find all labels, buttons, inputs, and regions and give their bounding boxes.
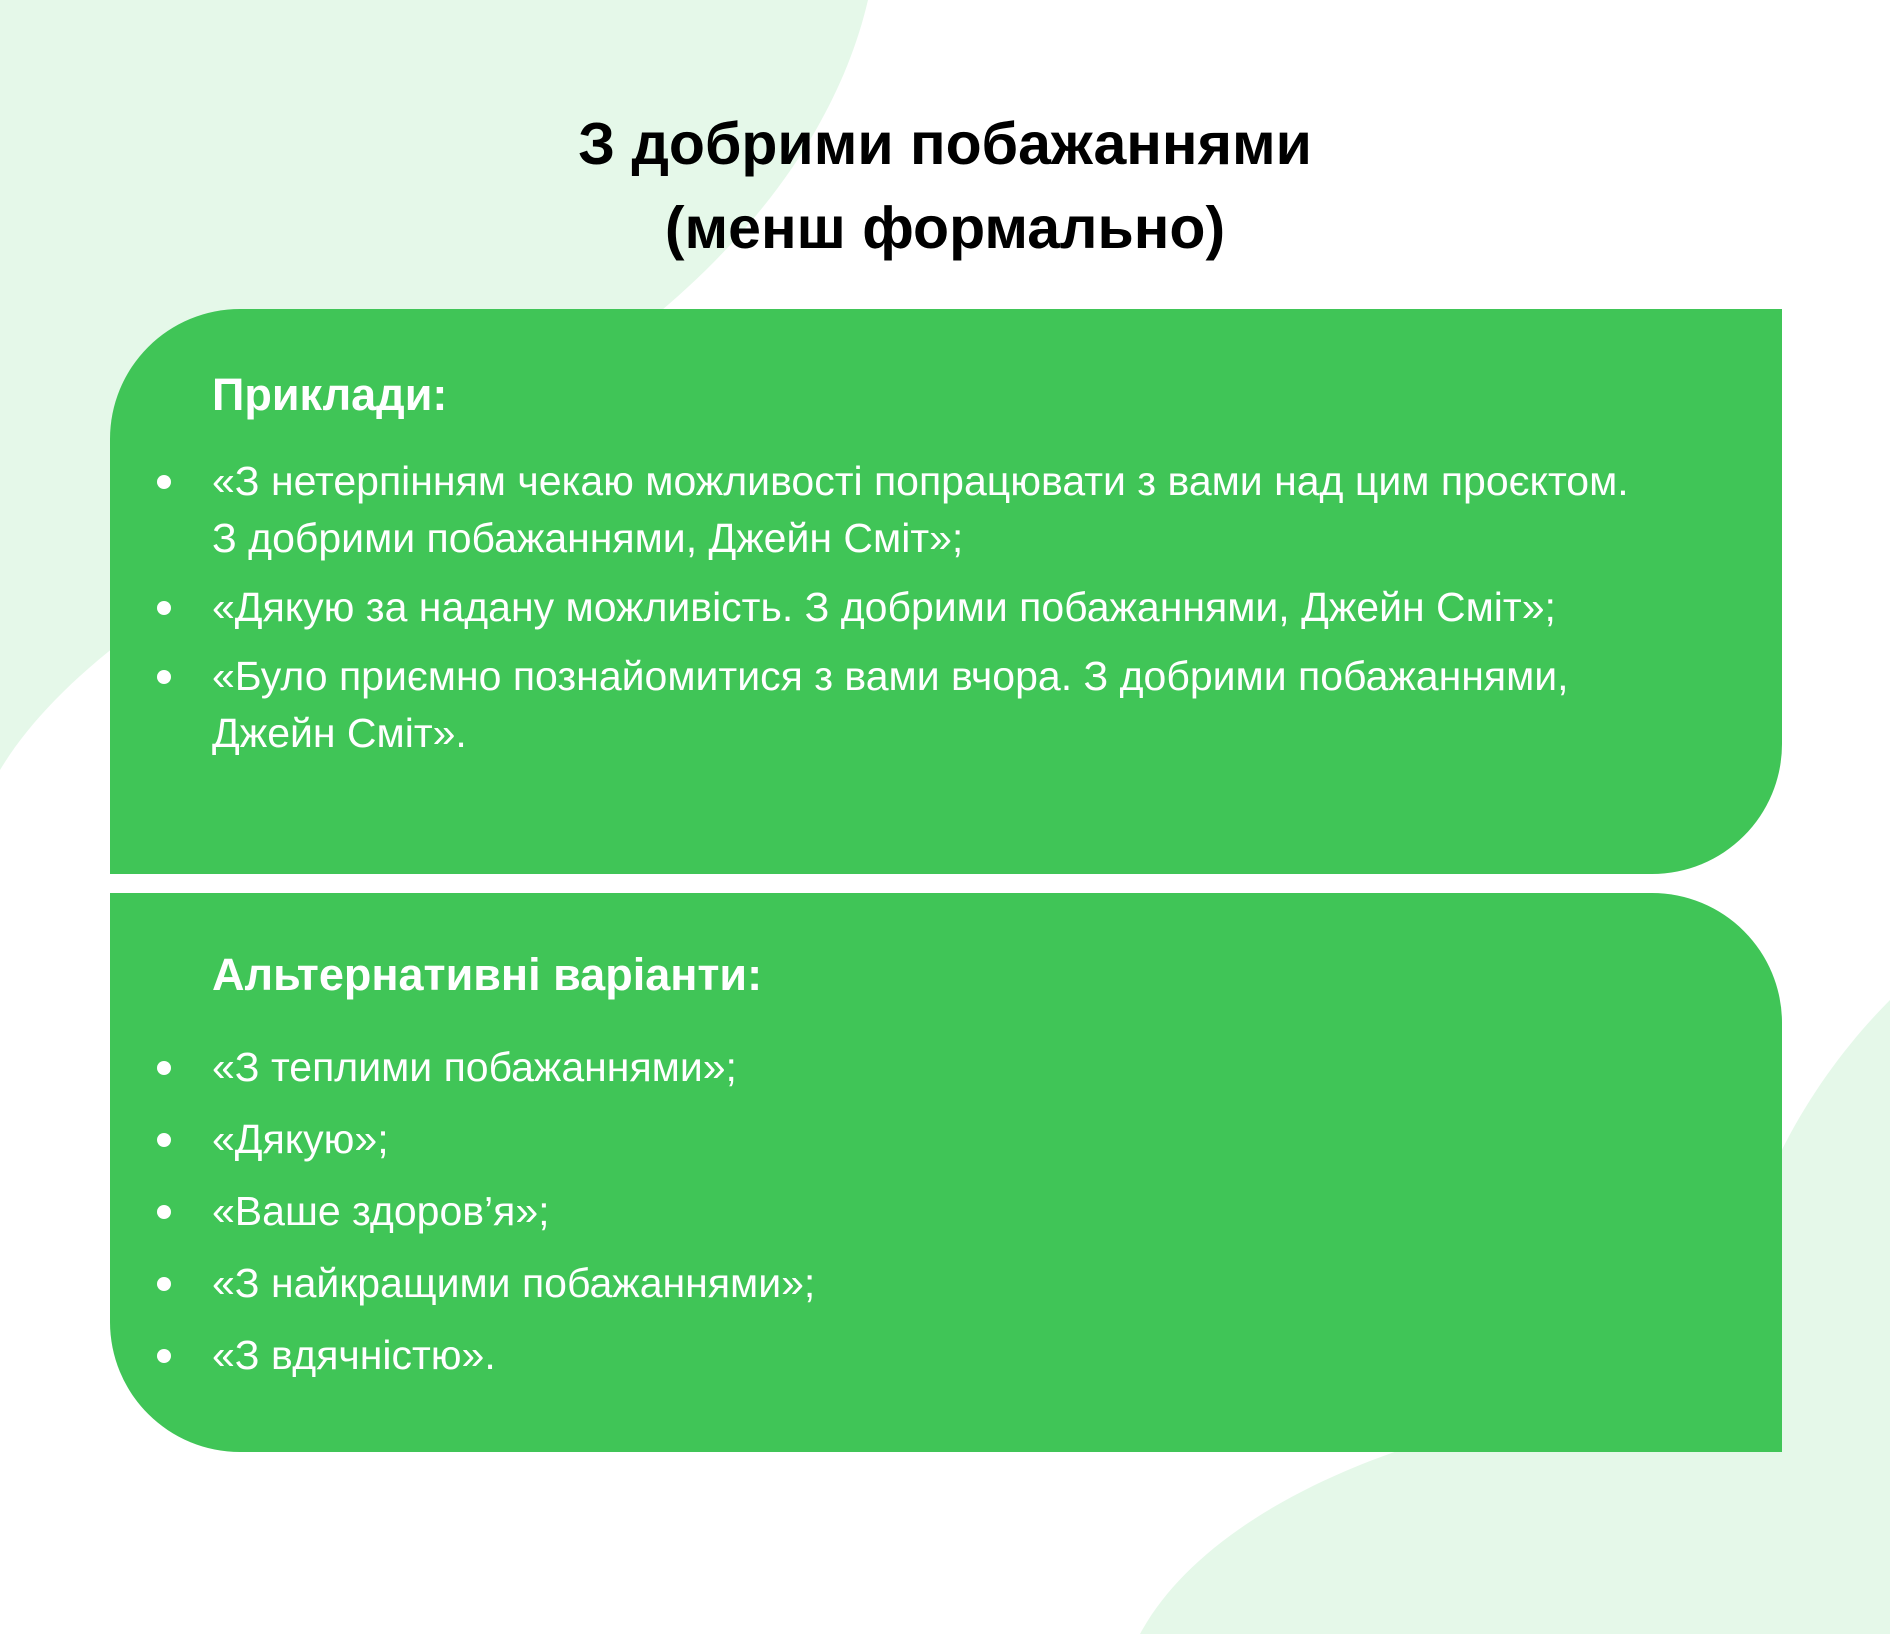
list-item [212,453,1662,567]
list-item [212,579,1662,636]
alternatives-card [110,893,1782,1452]
list-item-text: «З теплими побажаннями»; [212,1044,737,1090]
bullet-icon [157,1205,171,1219]
bullet-icon [157,475,171,489]
bullet-icon [157,1277,171,1291]
alternatives-list [212,1039,1662,1384]
examples-card [110,309,1782,874]
list-item-text: «Було приємно познайомитися з вами вчора. З добрими побажаннями, Джейн Сміт». [212,653,1569,756]
examples-heading: Приклади: [212,369,448,420]
list-item [212,648,1662,762]
page-title-line-1: З добрими побажаннями [578,110,1312,177]
list-item-text: «Ваше здоров’я»; [212,1188,550,1234]
page-title-line-2: (менш формально) [664,194,1226,261]
list-item-text: «Дякую за надану можливість. З добрими побажаннями, Джейн Сміт»; [212,584,1556,630]
list-item [212,1327,1662,1384]
bullet-icon [157,1061,171,1075]
list-item [212,1255,1662,1312]
alternatives-heading: Альтернативні варіанти: [212,949,763,1000]
page-title [0,102,1890,270]
list-item-text: «З вдячністю». [212,1332,496,1378]
bullet-icon [157,601,171,615]
list-item [212,1039,1662,1096]
bullet-icon [157,1133,171,1147]
examples-list [212,453,1662,762]
list-item-text: «З нетерпінням чекаю можливості попрацювати з вами над цим проєктом. З добрими побажаннями, Джейн Сміт»; [212,458,1629,561]
list-item-text: «Дякую»; [212,1116,389,1162]
list-item-text: «З найкращими побажаннями»; [212,1260,816,1306]
bullet-icon [157,1349,171,1363]
list-item [212,1111,1662,1168]
bullet-icon [157,670,171,684]
list-item [212,1183,1662,1240]
